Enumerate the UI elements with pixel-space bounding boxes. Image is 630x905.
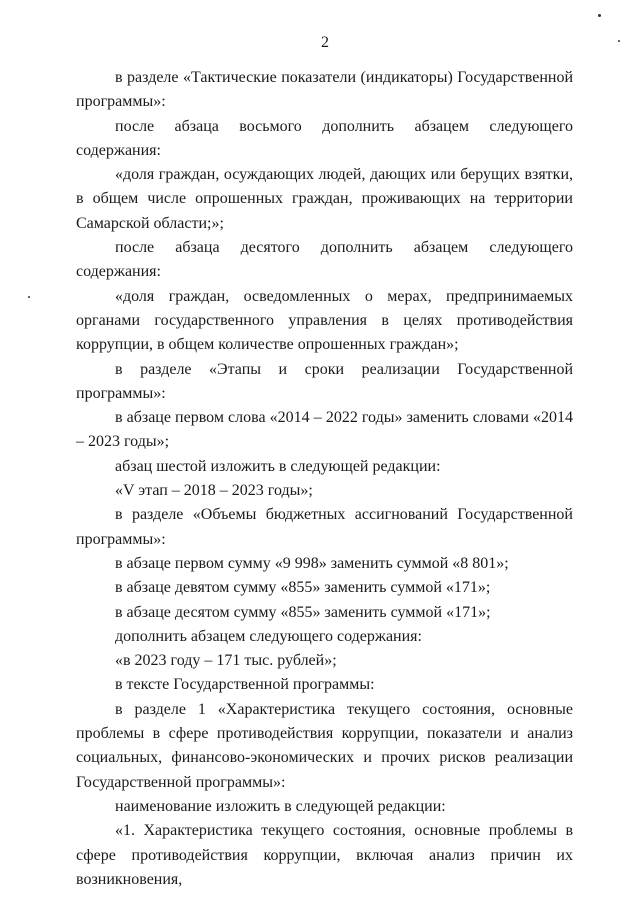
- paragraph: в тексте Государственной программы:: [115, 676, 375, 694]
- paragraph: «V этап – 2018 – 2023 годы»;: [115, 482, 313, 500]
- scan-speck: [618, 40, 620, 42]
- paragraph: «1. Характеристика текущего состояния, основные проблемы в сфере противодействия коррупции, включая анализ причин их возникновения,: [76, 822, 573, 888]
- paragraph: в абзаце девятом сумму «855» заменить суммой «171»;: [115, 579, 491, 597]
- paragraph: дополнить абзацем следующего содержания:: [115, 627, 422, 645]
- paragraph: в абзаце первом слова «2014 – 2022 годы» заменить словами «2014 – 2023 годы»;: [76, 409, 573, 451]
- scan-speck: [28, 296, 30, 298]
- paragraph: в разделе 1 «Характеристика текущего состояния, основные проблемы в сфере противодействия коррупции, показатели и анализ социальных, финансово-экономических и прочих рисков реализации Государственной программы»:: [76, 700, 573, 791]
- paragraph: в разделе «Этапы и сроки реализации Государственной программы»:: [76, 360, 573, 402]
- paragraph: после абзаца восьмого дополнить абзацем следующего содержания:: [76, 117, 573, 159]
- paragraph: «доля граждан, осуждающих людей, дающих или берущих взятки, в общем числе опрошенных граждан, проживающих на территории Самарской области;»;: [76, 166, 573, 232]
- paragraph: наименование изложить в следующей редакции:: [115, 797, 446, 815]
- page-number: 2: [321, 34, 329, 51]
- paragraph: «в 2023 году – 171 тыс. рублей»;: [115, 652, 337, 670]
- paragraph: в разделе «Объемы бюджетных ассигнований Государственной программы»:: [76, 506, 573, 548]
- document-body: [76, 66, 573, 892]
- paragraph: в абзаце первом сумму «9 998» заменить суммой «8 801»;: [115, 554, 509, 572]
- paragraph: абзац шестой изложить в следующей редакции:: [115, 457, 441, 475]
- paragraph: после абзаца десятого дополнить абзацем следующего содержания:: [76, 239, 573, 281]
- paragraph: в разделе «Тактические показатели (индикаторы) Государственной программы»:: [76, 69, 573, 111]
- paragraph: «доля граждан, осведомленных о мерах, предпринимаемых органами государственного управления в целях противодействия коррупции, в общем количестве опрошенных граждан»;: [76, 287, 573, 354]
- paragraph: в абзаце десятом сумму «855» заменить суммой «171»;: [115, 603, 491, 621]
- scan-speck: [598, 14, 601, 17]
